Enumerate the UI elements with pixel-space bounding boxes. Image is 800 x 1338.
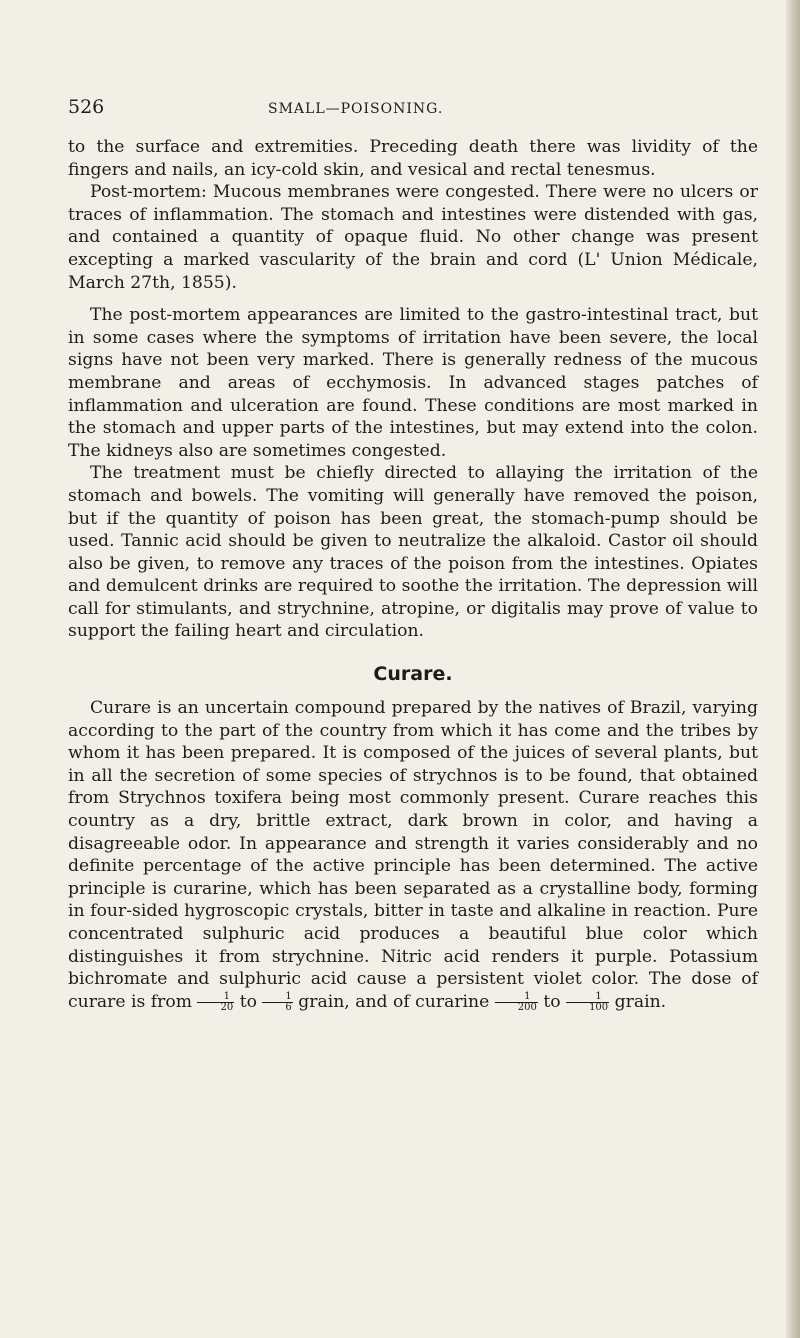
curare-text: Curare is an uncertain compound prepared by the natives of Brazil, varying according to the part of the country from which it has come and the tribes by whom it has been prepared. It is composed of the juices of several plants, but in all the secretion of some species of strychnos is to be found, that obtained from Strychnos toxifera being most commonly present. Curare reaches this country as a dry, brittle extract, dark brown in color, and having a disagreeable odor. In appearance and strength it varies considerably and no definite percentage of the active principle has been determined. The active principle is curarine, which has been separated as a crystalline body, forming in four-sided hygroscopic crystals, bitter in taste and alkaline in reaction. Pure concentrated sulphuric acid produces a beautiful blue color which distinguishes it from strychnine. Nitric acid renders it purple. Potassium bichromate and sulphuric acid cause a persistent violet color. The dose of curare is from: [68, 698, 758, 1012]
page-edge-shadow: [786, 0, 800, 1338]
fraction-curare-from: $\frac{1}{20}$: [197, 992, 234, 1013]
page-number: 526: [68, 96, 105, 118]
paragraph-curare: Curare is an uncertain compound prepared by the natives of Brazil, varying according to the part of the country from which it has come and the tribes by whom it has been prepared. It is composed of the juices of several plants, but in all the secretion of some species of strychnos is to be found, that obtained from Strychnos toxifera being most commonly present. Curare reaches this country as a dry, brittle extract, dark brown in color, and having a disagreeable odor. In appearance and strength it varies considerably and no definite percentage of the active principle has been determined. The active principle is curarine, which has been separated as a crystalline body, forming in four-sided hygroscopic crystals, bitter in taste and alkaline in reaction. Pure concentrated sulphuric acid produces a beautiful blue color which distinguishes it from strychnine. Nitric acid renders it purple. Potassium bichromate and sulphuric acid cause a persistent violet color. The dose of curare is from $\frac{1}{20}$ to $\frac{1}{6}$ grain, and of curarine $\frac{1}{200}$ to $\frac{1}{100}$ grain.: [68, 698, 758, 1013]
page-header: [68, 96, 758, 118]
fraction-curarine-from: $\frac{1}{200}$: [495, 992, 538, 1013]
paragraph-treatment: The treatment must be chiefly directed to allaying the irritation of the stomach and bowels. The vomiting will generally have removed the poison, but if the quantity of poison has been great, the stomach-pump should be used. Tannic acid should be given to neutralize the alkaloid. Castor oil should also be given, to remove any traces of the poison from the intestines. Opiates and demulcent drinks are required to soothe the irritation. The depression will call for stimulants, and strychnine, atropine, or digitalis may prove of value to support the failing heart and circulation.: [68, 463, 758, 642]
paragraph-continuation: to the surface and extremities. Preceding death there was lividity of the fingers and nails, an icy-cold skin, and vesical and rectal tenesmus.: [68, 137, 758, 180]
paragraph-post-mortem-appearances: The post-mortem appearances are limited to the gastro-intestinal tract, but in some cases where the symptoms of irritation have been severe, the local signs have not been very marked. There is generally redness of the mucous membrane and areas of ecchymosis. In advanced stages patches of inflammation and ulceration are found. These conditions are most marked in the stomach and upper parts of the intestines, but may extend into the colon. The kidneys also are sometimes congested.: [68, 305, 758, 461]
paragraph-post-mortem-case: Post-mortem: Mucous membranes were congested. There were no ulcers or traces of inflammation. The stomach and intestines were distended with gas, and contained a quantity of opaque fluid. No other change was present excepting a marked vascularity of the brain and cord (L' Union Médicale, March 27th, 1855).: [68, 182, 758, 293]
book-page: [68, 96, 758, 1013]
fraction-curarine-to: $\frac{1}{100}$: [566, 992, 609, 1013]
fraction-curare-to: $\frac{1}{6}$: [262, 992, 292, 1013]
section-heading-curare: Curare.: [373, 663, 453, 686]
running-title: SMALL—POISONING.: [268, 101, 444, 117]
